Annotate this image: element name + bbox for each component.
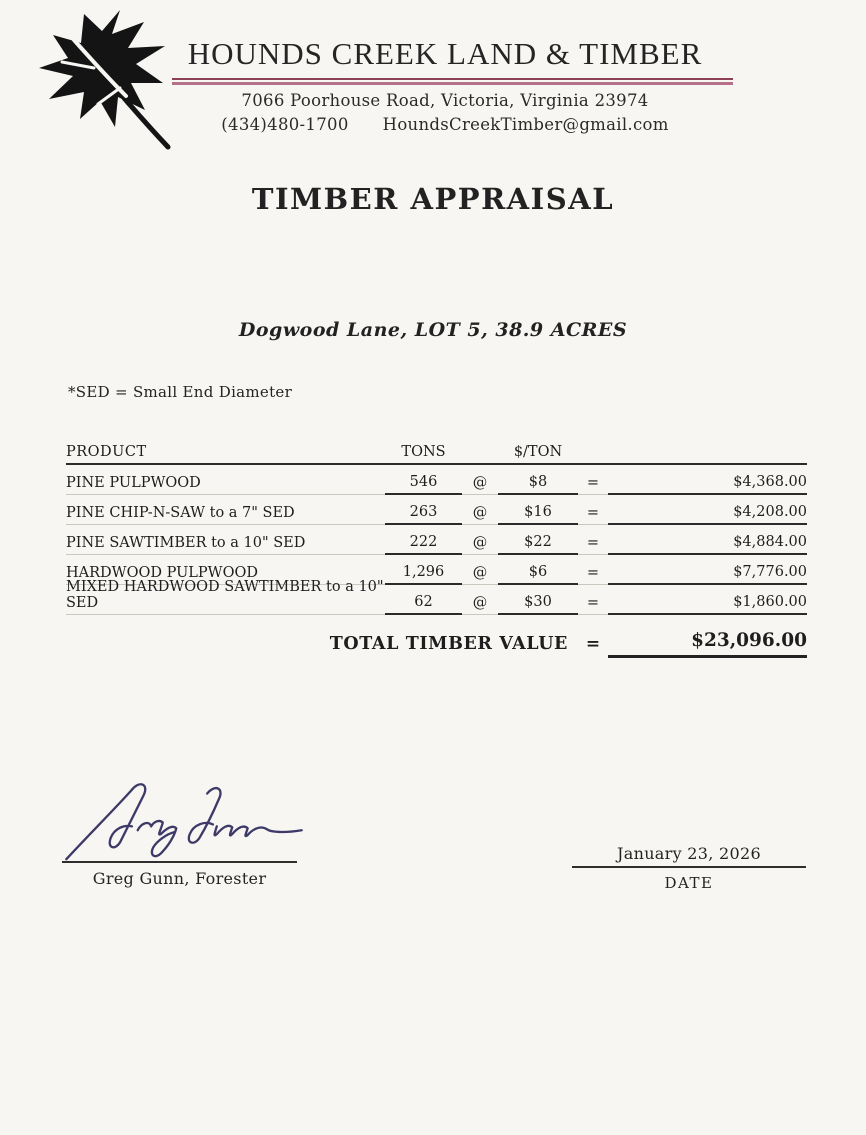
sed-definition-note: *SED = Small End Diameter — [68, 383, 293, 401]
at-symbol: @ — [462, 475, 498, 495]
header-product: PRODUCT — [66, 444, 147, 460]
forester-signature-icon — [58, 782, 310, 864]
row-value: $4,884.00 — [608, 534, 807, 555]
row-product: MIXED HARDWOOD SAWTIMBER to a 10" SED — [66, 579, 385, 615]
table-row — [66, 579, 807, 615]
row-price: $22 — [498, 534, 578, 555]
property-description: Dogwood Lane, LOT 5, 38.9 ACRES — [238, 319, 628, 341]
at-symbol: @ — [462, 505, 498, 525]
equals-symbol: = — [578, 475, 608, 495]
row-price: $8 — [498, 474, 578, 495]
brand-double-rule — [172, 78, 733, 86]
date-label: DATE — [664, 874, 714, 892]
forester-name: Greg Gunn, Forester — [92, 869, 267, 888]
date-value: January 23, 2026 — [617, 844, 761, 863]
total-label: TOTAL TIMBER VALUE — [329, 634, 568, 654]
brand-rule-bottom — [172, 82, 733, 85]
company-email: HoundsCreekTimber@gmail.com — [382, 115, 669, 134]
company-contact-line — [178, 115, 712, 134]
header-tons: TONS — [401, 444, 446, 460]
equals-symbol: = — [578, 505, 608, 525]
row-product: PINE SAWTIMBER to a 10" SED — [66, 535, 385, 555]
row-tons: 1,296 — [385, 564, 462, 585]
header-eq-spacer — [578, 460, 608, 463]
equals-symbol: = — [578, 595, 608, 615]
appraisal-table — [66, 444, 807, 658]
document-title: TIMBER APPRAISAL — [251, 182, 615, 216]
row-value: $7,776.00 — [608, 564, 807, 585]
header-at-spacer — [462, 460, 498, 463]
table-row — [66, 465, 807, 495]
row-value: $4,368.00 — [608, 474, 807, 495]
at-symbol: @ — [462, 595, 498, 615]
date-line — [572, 866, 806, 868]
at-symbol: @ — [462, 535, 498, 555]
table-total-row — [66, 616, 807, 658]
company-name: HOUNDS CREEK LAND & TIMBER — [187, 36, 703, 71]
row-value: $1,860.00 — [608, 594, 807, 615]
table-row — [66, 525, 807, 555]
row-value: $4,208.00 — [608, 504, 807, 525]
at-symbol: @ — [462, 565, 498, 585]
table-header-row — [66, 444, 807, 465]
header-amount-spacer — [608, 460, 807, 463]
row-product: PINE CHIP-N-SAW to a 7" SED — [66, 505, 385, 525]
row-product: HARDWOOD PULPWOOD — [66, 565, 385, 585]
row-price: $6 — [498, 564, 578, 585]
row-product: PINE PULPWOOD — [66, 475, 385, 495]
total-value: $23,096.00 — [608, 630, 807, 658]
row-tons: 263 — [385, 504, 462, 525]
equals-symbol: = — [578, 565, 608, 585]
signature-line — [62, 861, 297, 863]
equals-symbol: = — [578, 535, 608, 555]
row-tons: 546 — [385, 474, 462, 495]
row-tons: 62 — [385, 594, 462, 615]
table-row — [66, 495, 807, 525]
total-equals-symbol: = — [585, 634, 601, 654]
row-price: $16 — [498, 504, 578, 525]
header-price: $/TON — [513, 444, 563, 460]
company-address: 7066 Poorhouse Road, Victoria, Virginia 23974 — [241, 91, 649, 110]
row-price: $30 — [498, 594, 578, 615]
row-tons: 222 — [385, 534, 462, 555]
company-phone: (434)480-1700 — [221, 115, 349, 134]
